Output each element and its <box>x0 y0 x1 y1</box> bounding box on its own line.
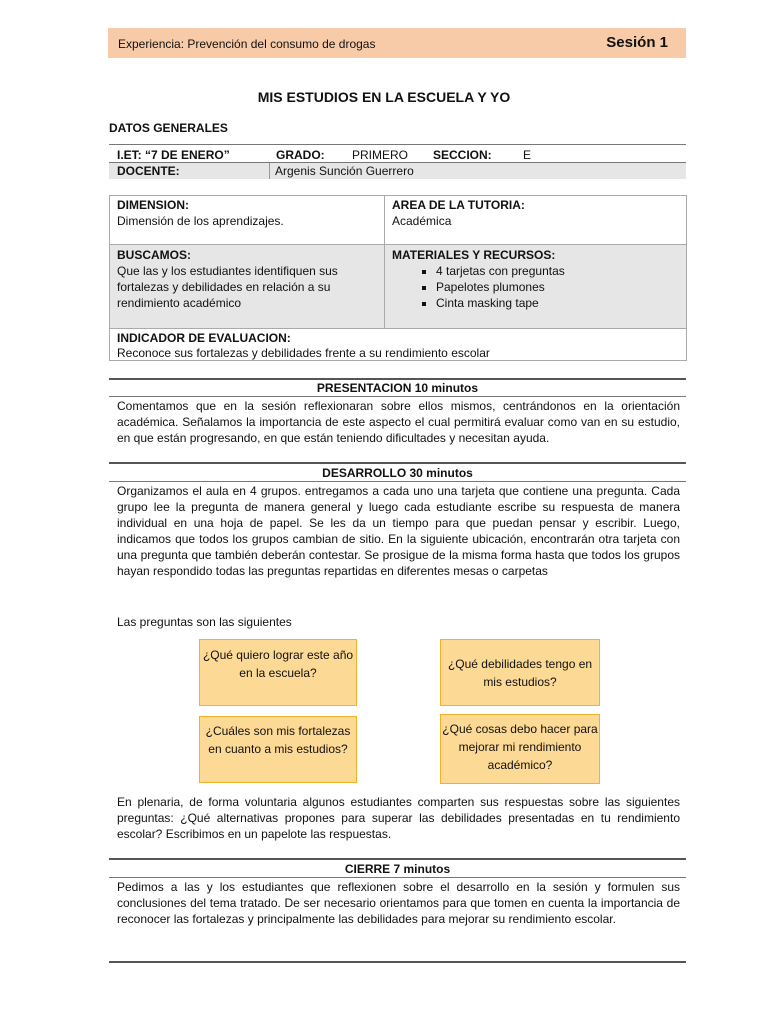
list-item: ▪ Papelotes plumones <box>436 279 565 295</box>
presentation-heading: PRESENTACION 10 minutos <box>316 381 479 395</box>
divider <box>109 144 686 145</box>
teacher-label: DOCENTE: <box>117 164 180 178</box>
grade-label: GRADO: <box>276 148 325 162</box>
development-text: Organizamos el aula en 4 grupos. entregamos a cada uno una tarjeta que contiene una pregunta. Cada grupo lee la pregunta de manera general y luego cada estudiante escribe su respuesta de manera individual en una hoja de papel. Se les da un tiempo para que puedan pensar y escribir. Luego, indicamos que todos los grupos cambian de sitio. En la siguiente ubicación, encontrarán otra tarjeta con una pregunta que también deberán contestar. Se prosigue de la misma forma hasta que todos los grupos hayan respondido todas las preguntas repartidas en diferentes mesas o carpetas <box>117 484 680 578</box>
divider <box>110 244 686 245</box>
questions-intro: Las preguntas son las siguientes <box>117 615 292 629</box>
dimension-value: Dimensión de los aprendizajes. <box>117 214 284 228</box>
divider <box>109 961 686 963</box>
question-card: ¿Qué quiero lograr este año en la escuela? <box>199 639 357 706</box>
teacher-row <box>109 163 686 179</box>
plenary-text: En plenaria, de forma voluntaria algunos estudiantes comparten sus respuestas sobre las siguientes preguntas: ¿Qué alternativas propones para superar las debilidades presentadas en tu rendimiento escolar? Escribimos en un papelote las respuestas. <box>117 795 680 841</box>
divider <box>109 481 686 482</box>
materials-list <box>400 263 565 311</box>
dimension-label: DIMENSION: <box>117 198 189 212</box>
question-card: ¿Cuáles son mis fortalezas en cuanto a mis estudios? <box>199 716 357 783</box>
area-label: AREA DE LA TUTORIA: <box>392 198 525 212</box>
list-item: ▪ 4 tarjetas con preguntas <box>436 263 565 279</box>
divider <box>269 163 270 179</box>
section-label: SECCION: <box>433 148 492 162</box>
question-card: ¿Qué debilidades tengo en mis estudios? <box>440 639 600 706</box>
divider <box>384 196 385 329</box>
materials-label: MATERIALES Y RECURSOS: <box>392 248 556 262</box>
seek-label: BUSCAMOS: <box>117 248 191 262</box>
divider <box>110 328 686 329</box>
closing-text: Pedimos a las y los estudiantes que reflexionen sobre el desarrollo en la sesión y formulen sus conclusiones del tema tratado. De ser necesario orientamos para que tomen en cuenta la importancia de reconocer las fortalezas y principalmente las debilidades para mejorar su rendimiento escolar. <box>117 880 680 926</box>
divider <box>109 877 686 878</box>
experience-label: Experiencia: Prevención del consumo de drogas <box>118 37 376 51</box>
closing-heading: CIERRE 7 minutos <box>344 862 451 876</box>
divider <box>109 396 686 397</box>
question-card: ¿Qué cosas debo hacer para mejorar mi rendimiento académico? <box>440 714 600 784</box>
area-value: Académica <box>392 214 452 228</box>
section-value: E <box>523 148 532 162</box>
list-item: ▪ Cinta masking tape <box>436 295 565 311</box>
divider <box>109 462 686 464</box>
divider <box>109 858 686 860</box>
indicator-value: Reconoce sus fortalezas y debilidades frente a su rendimiento escolar <box>117 346 490 360</box>
general-data-heading: DATOS GENERALES <box>109 121 228 135</box>
grade-value: PRIMERO <box>352 148 409 162</box>
presentation-text: Comentamos que en la sesión reflexionaran sobre ellos mismos, centrándonos en la orientación académica. Señalamos la importancia de este aspecto el cual permitirá evaluar como van en su estudio, en que están progresando, en que están teniendo dificultades y necesitan ayuda. <box>117 399 680 445</box>
page-title: MIS ESTUDIOS EN LA ESCUELA Y YO <box>257 89 511 105</box>
session-label: Sesión 1 <box>606 34 668 51</box>
school-label: I.ET: “7 DE ENERO” <box>117 148 230 162</box>
info-table <box>109 195 687 361</box>
teacher-value: Argenis Sunción Guerrero <box>275 164 414 178</box>
indicator-label: INDICADOR DE EVALUACION: <box>117 331 291 345</box>
seek-value: Que las y los estudiantes identifiquen sus fortalezas y debilidades en relación a su rendimiento académico <box>117 264 338 310</box>
header-banner <box>108 28 686 58</box>
development-heading: DESARROLLO 30 minutos <box>322 466 473 480</box>
